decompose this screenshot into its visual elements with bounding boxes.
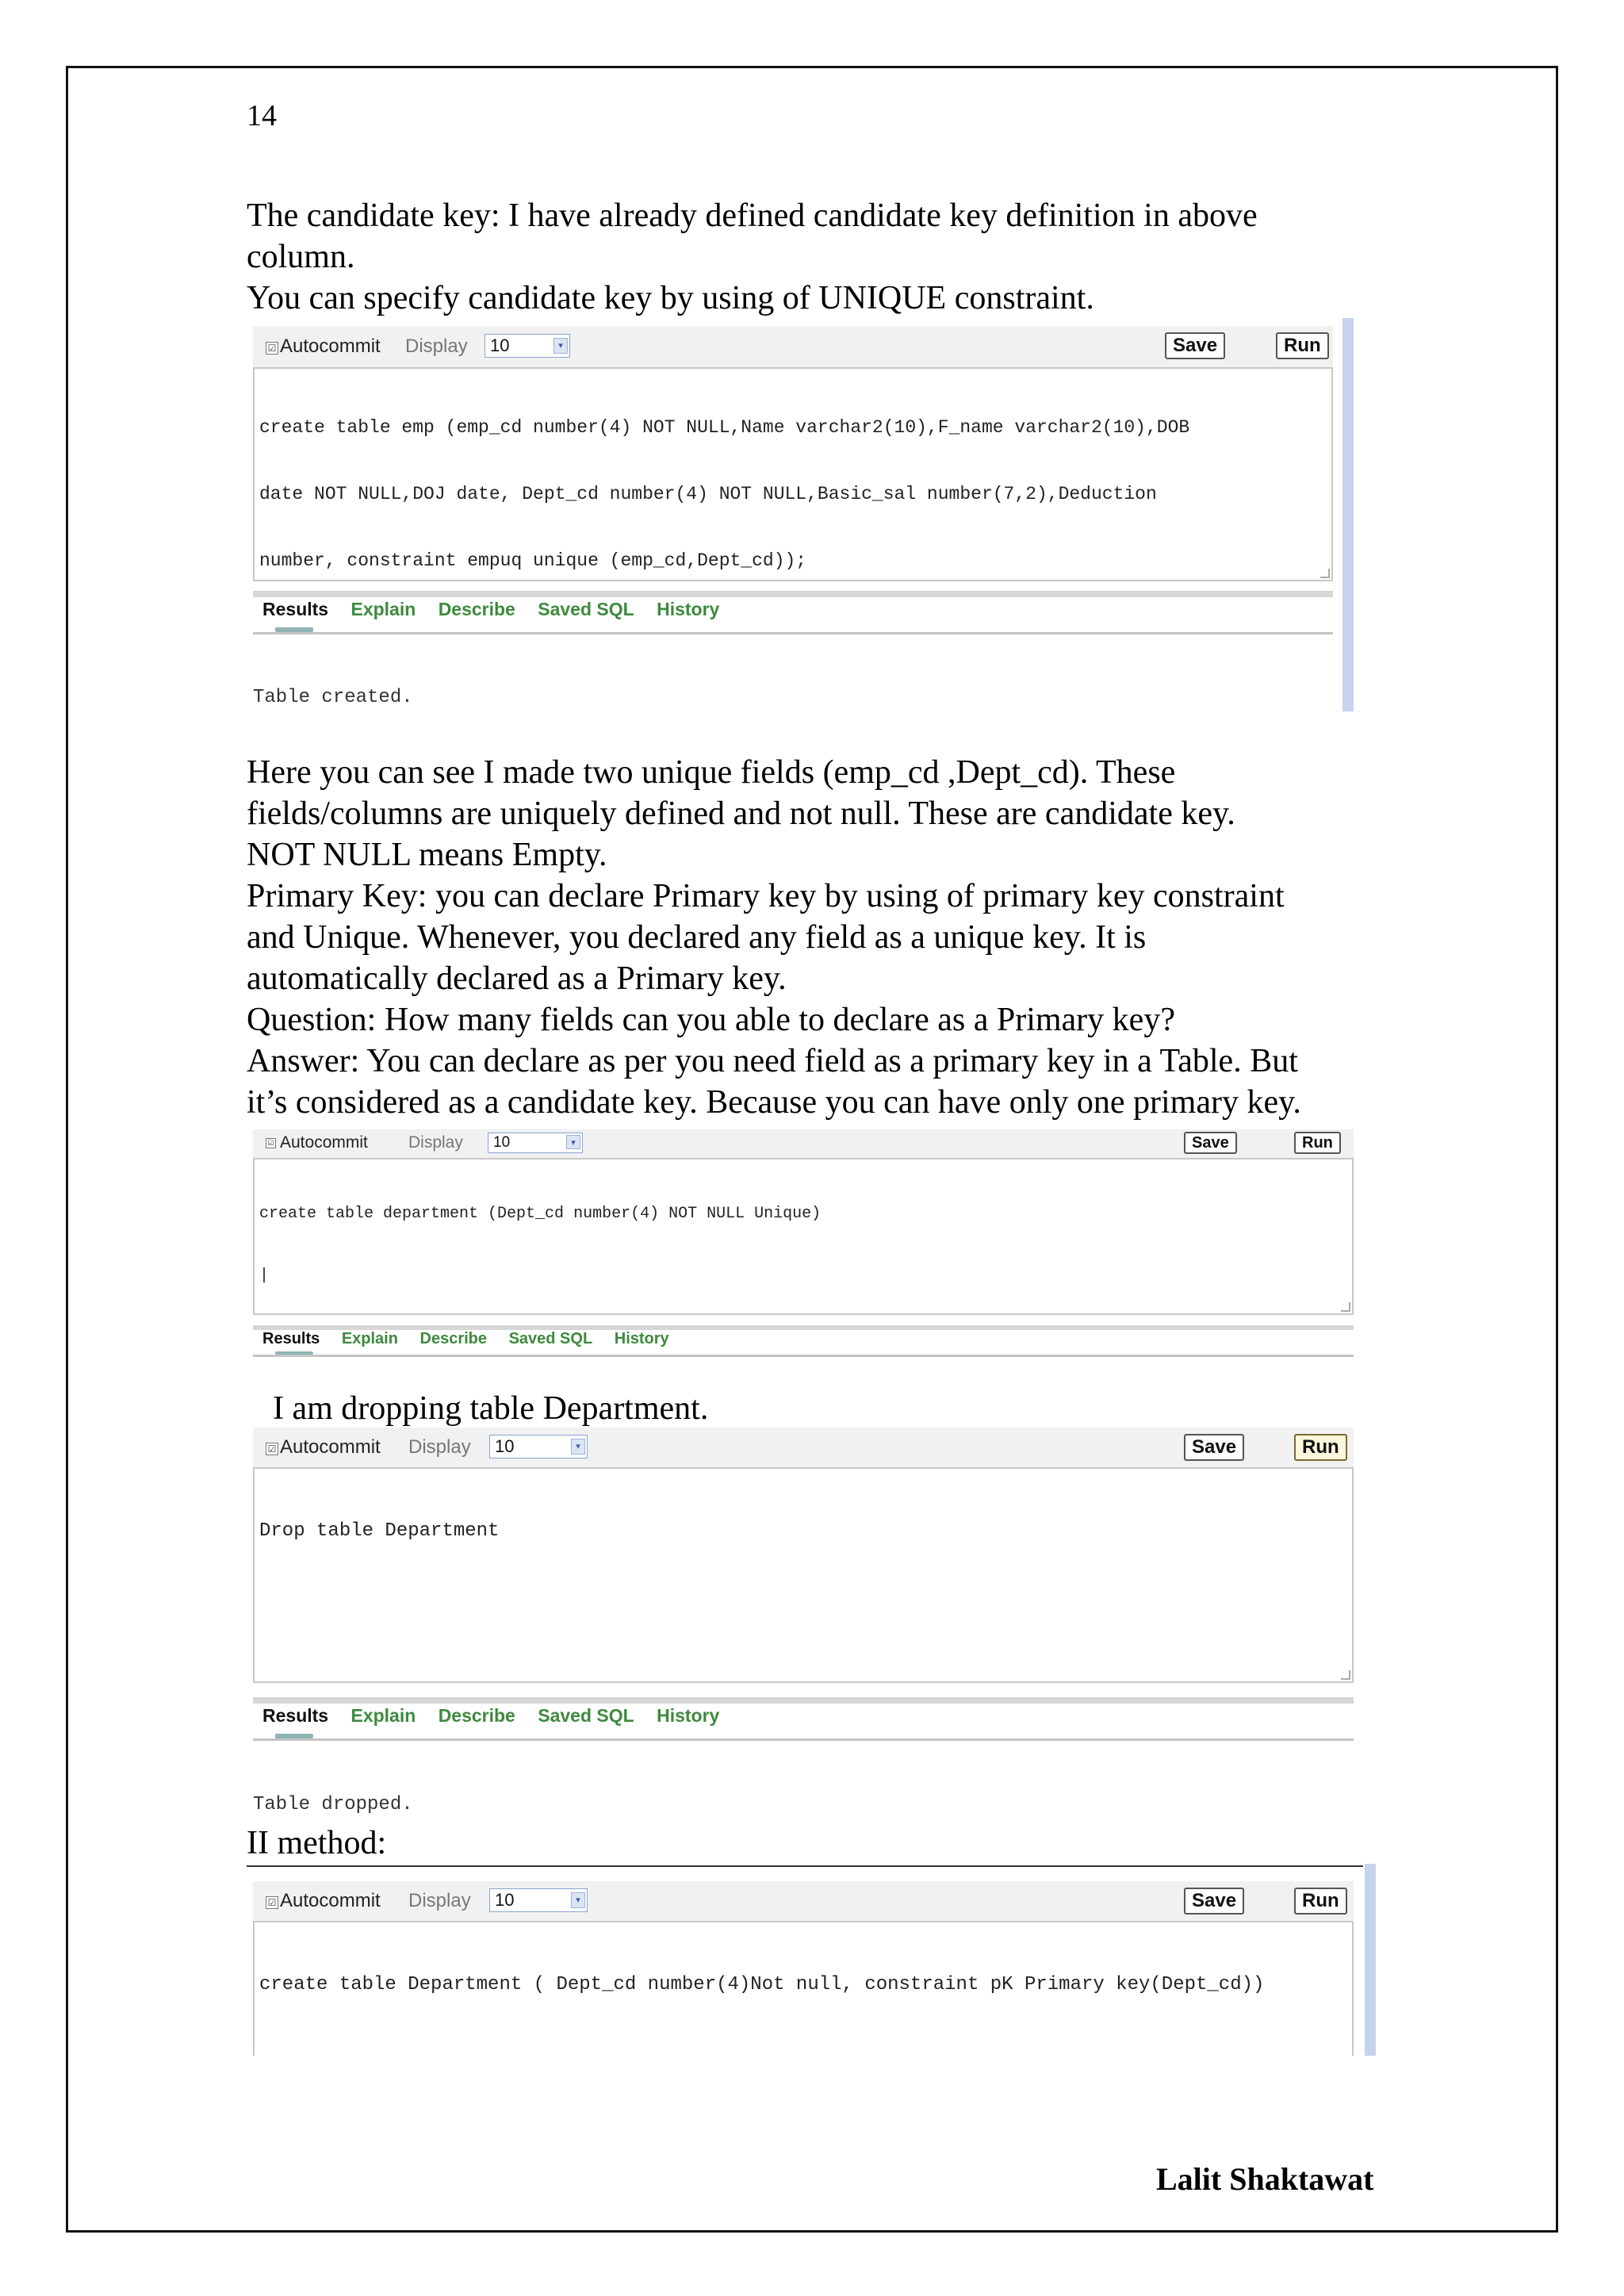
- text-line: Primary Key: you can declare Primary key by using of primary key constraint: [247, 878, 1285, 914]
- text-line: NOT NULL means Empty.: [247, 837, 607, 873]
- run-button[interactable]: Run: [1294, 1132, 1341, 1154]
- section-heading: II method:: [247, 1825, 387, 1861]
- sql-panel-2: [253, 1129, 1354, 1359]
- display-label: Display: [408, 1436, 471, 1458]
- resize-grip-icon[interactable]: [1320, 569, 1330, 578]
- result-tabs: [262, 599, 737, 620]
- display-label: Display: [408, 1133, 463, 1152]
- sql-panel-3: [253, 1428, 1354, 1816]
- explanation-paragraph: [247, 752, 1301, 1123]
- author-signature: Lalit Shaktawat: [1156, 2161, 1374, 2197]
- tab-explain[interactable]: Explain: [350, 1705, 416, 1726]
- intro-paragraph: [247, 195, 1258, 319]
- text-line: Question: How many fields can you able to declare as a Primary key?: [247, 1002, 1175, 1038]
- result-tabs: [262, 1330, 687, 1348]
- text-line: column.: [247, 239, 355, 275]
- sql-line: Drop table Department: [259, 1520, 500, 1542]
- tab-results[interactable]: Results: [262, 599, 329, 619]
- tab-explain[interactable]: Explain: [350, 599, 416, 619]
- sql-editor[interactable]: [253, 1921, 1354, 2056]
- sql-editor[interactable]: [253, 367, 1333, 581]
- tab-describe[interactable]: Describe: [419, 1330, 488, 1347]
- autocommit-label: Autocommit: [280, 1436, 381, 1458]
- text-line: Answer: You can declare as per you need field as a primary key in a Table. But: [247, 1043, 1298, 1079]
- save-button[interactable]: Save: [1165, 332, 1225, 359]
- tab-history[interactable]: History: [614, 1330, 669, 1347]
- display-select[interactable]: [488, 1133, 583, 1153]
- tab-history[interactable]: History: [657, 1705, 720, 1726]
- save-button[interactable]: Save: [1184, 1888, 1244, 1915]
- run-button[interactable]: Run: [1294, 1434, 1347, 1461]
- drop-caption: I am dropping table Department.: [273, 1390, 709, 1427]
- sql-line: date NOT NULL,DOJ date, Dept_cd number(4) NOT NULL,Basic_sal number(7,2),Deduction: [259, 484, 1157, 504]
- run-button[interactable]: Run: [1294, 1888, 1347, 1915]
- tab-explain[interactable]: Explain: [341, 1330, 398, 1347]
- sql-panel-4: [253, 1881, 1354, 2056]
- chevron-down-icon: ▾: [571, 1439, 585, 1455]
- display-select[interactable]: [485, 334, 570, 358]
- display-value: 10: [495, 1436, 515, 1456]
- tab-results[interactable]: Results: [262, 1330, 320, 1347]
- text-line: automatically declared as a Primary key.: [247, 960, 787, 997]
- sql-editor[interactable]: [253, 1467, 1354, 1683]
- result-message: Table created.: [253, 687, 413, 708]
- display-value: 10: [495, 1890, 515, 1910]
- heading-rule: [247, 1865, 1363, 1867]
- text-line: it’s considered as a candidate key. Because you can have only one primary key.: [247, 1084, 1301, 1121]
- chevron-down-icon: ▾: [566, 1135, 580, 1149]
- display-select[interactable]: [489, 1435, 588, 1458]
- scrollbar[interactable]: [1365, 1864, 1376, 2056]
- text-cursor: |: [259, 1267, 270, 1285]
- text-line: fields/columns are uniquely defined and not null. These are candidate key.: [247, 795, 1235, 832]
- tab-history[interactable]: History: [657, 599, 720, 619]
- text-line: You can specify candidate key by using of UNIQUE constraint.: [247, 280, 1094, 316]
- autocommit-label: Autocommit: [280, 1890, 381, 1911]
- tab-describe[interactable]: Describe: [438, 599, 515, 619]
- tab-saved-sql[interactable]: Saved SQL: [538, 599, 634, 619]
- tabs-underline: [253, 1738, 1354, 1741]
- text-line: Here you can see I made two unique fields (emp_cd ,Dept_cd). These: [247, 754, 1176, 791]
- save-button[interactable]: Save: [1184, 1434, 1244, 1461]
- sql-toolbar: [253, 1129, 1354, 1159]
- tab-saved-sql[interactable]: Saved SQL: [508, 1330, 593, 1347]
- display-select[interactable]: [489, 1888, 588, 1912]
- autocommit-label: Autocommit: [280, 335, 381, 357]
- display-value: 10: [490, 335, 510, 355]
- autocommit-label: Autocommit: [280, 1133, 368, 1152]
- autocommit-checkbox[interactable]: ☑: [266, 342, 278, 355]
- tabs-divider: [253, 591, 1333, 597]
- result-message: Table dropped.: [253, 1794, 413, 1815]
- sql-toolbar: [253, 1881, 1354, 1922]
- text-line: The candidate key: I have already defined candidate key definition in above: [247, 197, 1258, 234]
- display-label: Display: [405, 335, 468, 357]
- tabs-underline: [253, 1355, 1354, 1357]
- sql-toolbar: [253, 1428, 1354, 1468]
- page-number: 14: [247, 99, 277, 132]
- sql-line: create table Department ( Dept_cd number(4)Not null, constraint pK Primary key(Dept_cd)): [259, 1974, 1265, 1995]
- display-value: 10: [493, 1134, 511, 1151]
- display-label: Display: [408, 1890, 471, 1911]
- tabs-underline: [253, 632, 1333, 634]
- sql-line: create table department (Dept_cd number(4) NOT NULL Unique): [259, 1205, 822, 1223]
- sql-line: create table emp (emp_cd number(4) NOT NULL,Name varchar2(10),F_name varchar2(10),DOB: [259, 417, 1190, 438]
- tabs-divider: [253, 1697, 1354, 1704]
- tab-saved-sql[interactable]: Saved SQL: [538, 1705, 634, 1726]
- result-tabs: [262, 1705, 737, 1727]
- run-button[interactable]: Run: [1276, 332, 1329, 359]
- scrollbar[interactable]: [1342, 318, 1354, 711]
- text-line: and Unique. Whenever, you declared any field as a unique key. It is: [247, 919, 1147, 956]
- sql-toolbar: [253, 326, 1333, 368]
- autocommit-checkbox[interactable]: ☑: [266, 1896, 278, 1909]
- resize-grip-icon[interactable]: [1341, 1670, 1350, 1680]
- resize-grip-icon[interactable]: [1341, 1302, 1350, 1312]
- autocommit-checkbox[interactable]: ☑: [266, 1138, 276, 1148]
- sql-line: number, constraint empuq unique (emp_cd,Dept_cd));: [259, 550, 807, 571]
- tab-results[interactable]: Results: [262, 1705, 329, 1726]
- chevron-down-icon: ▾: [553, 338, 568, 354]
- sql-panel-1: [253, 326, 1333, 715]
- sql-editor[interactable]: [253, 1158, 1354, 1315]
- tab-describe[interactable]: Describe: [438, 1705, 515, 1726]
- chevron-down-icon: ▾: [571, 1892, 585, 1908]
- save-button[interactable]: Save: [1184, 1132, 1237, 1154]
- autocommit-checkbox[interactable]: ☑: [266, 1443, 278, 1455]
